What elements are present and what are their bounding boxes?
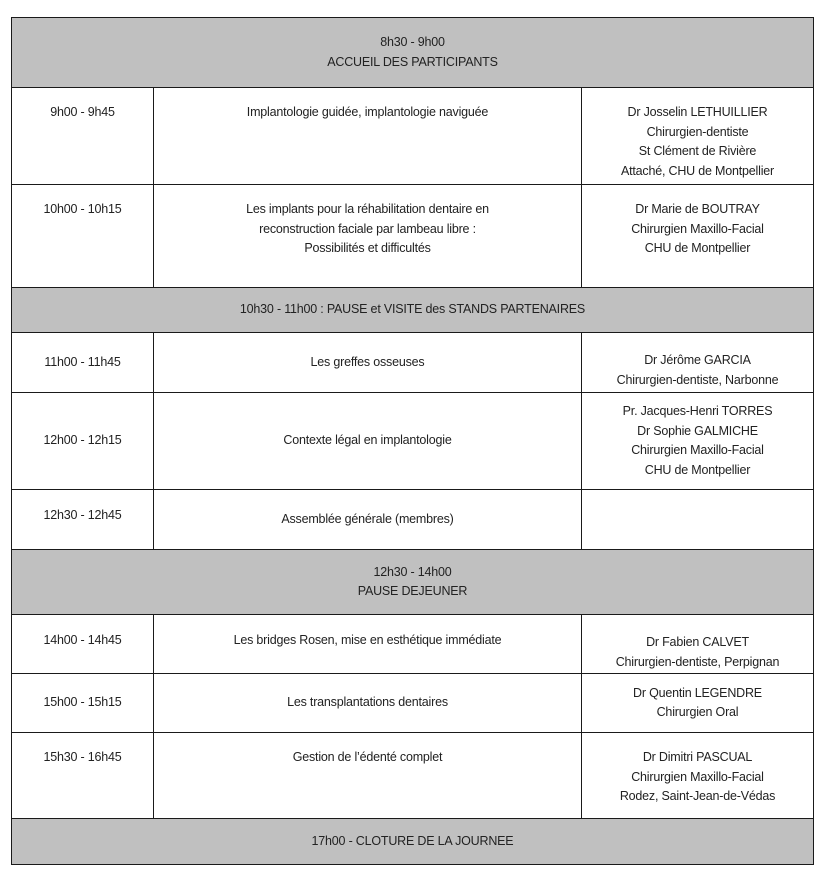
band-row-lunch xyxy=(12,550,814,615)
session-time: 14h00 - 14h45 xyxy=(12,615,154,674)
program-table xyxy=(11,17,814,865)
session-speaker: Dr Jérôme GARCIA Chirurgien-dentiste, Narbonne xyxy=(582,333,814,393)
lunch-time: 12h30 - 14h00 xyxy=(373,564,452,579)
session-topic: Les transplantations dentaires xyxy=(154,674,582,733)
session-topic: Les greffes osseuses xyxy=(154,333,582,393)
band-row-break xyxy=(12,288,814,333)
band-row-closing xyxy=(12,819,814,865)
session-speaker: Pr. Jacques-Henri TORRES Dr Sophie GALMICHE Chirurgien Maxillo-Facial CHU de Montpellier xyxy=(582,393,814,490)
break-band: 10h30 - 11h00 : PAUSE et VISITE des STANDS PARTENAIRES xyxy=(12,288,814,333)
speaker-name: Dr Josselin LETHUILLIER xyxy=(627,105,768,119)
session-row xyxy=(12,674,814,733)
session-time: 9h00 - 9h45 xyxy=(12,88,154,185)
session-time: 11h00 - 11h45 xyxy=(12,333,154,393)
speaker-name: Dr Jérôme GARCIA xyxy=(644,353,751,367)
speaker-name: Dr Quentin LEGENDRE xyxy=(633,685,762,700)
speaker-name: Dr Sophie GALMICHE xyxy=(637,423,758,438)
welcome-time: 8h30 - 9h00 xyxy=(380,35,445,49)
session-topic: Assemblée générale (membres) xyxy=(154,490,582,550)
lunch-label: PAUSE DEJEUNER xyxy=(357,584,468,598)
welcome-label: ACCUEIL DES PARTICIPANTS xyxy=(327,54,498,69)
session-speaker: Dr Marie de BOUTRAY Chirurgien Maxillo-Facial CHU de Montpellier xyxy=(582,185,814,288)
session-row xyxy=(12,185,814,288)
speaker-name: Dr Dimitri PASCUAL xyxy=(642,750,753,764)
speaker-name: Dr Marie de BOUTRAY xyxy=(635,202,760,216)
lunch-band xyxy=(12,550,814,615)
session-speaker: Dr Quentin LEGENDRE Chirurgien Oral xyxy=(582,674,814,733)
session-topic: Implantologie guidée, implantologie naviguée xyxy=(154,88,582,185)
session-row xyxy=(12,733,814,819)
band-row-welcome xyxy=(12,18,814,88)
session-speaker: Dr Josselin LETHUILLIER Chirurgien-dentiste St Clément de Rivière Attaché, CHU de Montpellier xyxy=(582,88,814,185)
session-topic: Les implants pour la réhabilitation dentaire en reconstruction faciale par lambeau libre : Possibilités et difficultés xyxy=(154,185,582,288)
session-topic: Les bridges Rosen, mise en esthétique immédiate xyxy=(154,615,582,674)
session-topic: Gestion de l’édenté complet xyxy=(154,733,582,819)
speaker-name: Pr. Jacques-Henri TORRES xyxy=(622,404,773,418)
session-time: 12h00 - 12h15 xyxy=(12,393,154,490)
session-topic: Contexte légal en implantologie xyxy=(154,393,582,490)
session-row xyxy=(12,333,814,393)
session-time: 15h00 - 15h15 xyxy=(12,674,154,733)
session-speaker: Dr Fabien CALVET Chirurgien-dentiste, Perpignan xyxy=(582,615,814,674)
welcome-band xyxy=(12,18,814,88)
session-row xyxy=(12,490,814,550)
speaker-name: Dr Fabien CALVET xyxy=(646,635,749,649)
session-row xyxy=(12,393,814,490)
session-time: 10h00 - 10h15 xyxy=(12,185,154,288)
closing-band: 17h00 - CLOTURE DE LA JOURNEE xyxy=(12,819,814,865)
session-speaker: Dr Dimitri PASCUAL Chirurgien Maxillo-Facial Rodez, Saint-Jean-de-Védas xyxy=(582,733,814,819)
session-time: 12h30 - 12h45 xyxy=(12,490,154,550)
session-row xyxy=(12,88,814,185)
session-time: 15h30 - 16h45 xyxy=(12,733,154,819)
session-row xyxy=(12,615,814,674)
session-speaker-empty xyxy=(582,490,814,550)
